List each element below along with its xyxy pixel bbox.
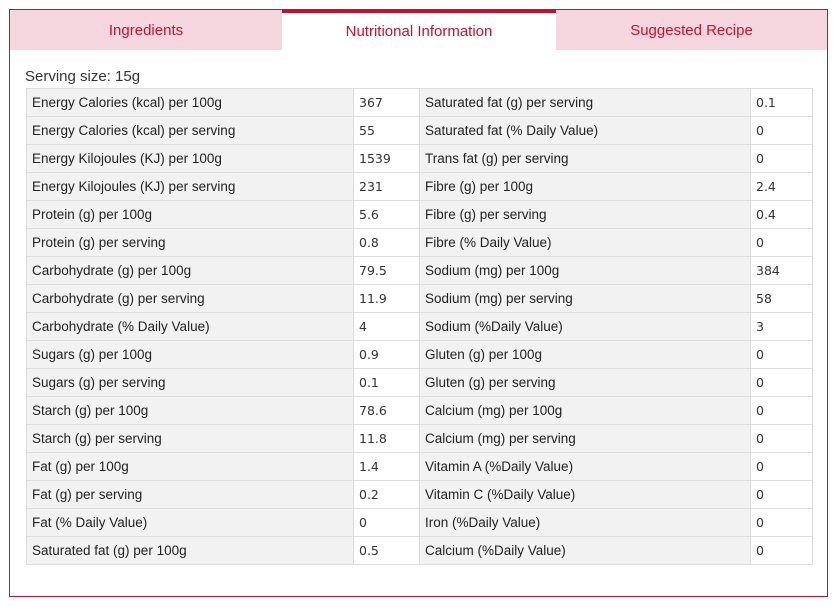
nutrient-label: Fat (g) per 100g [27,453,354,481]
table-row [27,285,813,313]
nutrient-value: 0 [354,509,420,537]
nutrient-label: Gluten (g) per 100g [420,341,751,369]
nutrient-value: 384 [751,257,813,285]
table-row [27,397,813,425]
tab-nutritional-information[interactable]: Nutritional Information [282,10,556,50]
nutrient-label: Energy Kilojoules (KJ) per 100g [27,145,354,173]
nutrient-value: 0.8 [354,229,420,257]
nutrient-value: 0.1 [354,369,420,397]
nutrient-label: Sodium (mg) per 100g [420,257,751,285]
nutrient-label: Vitamin C (%Daily Value) [420,481,751,509]
nutrient-label: Calcium (mg) per serving [420,425,751,453]
nutrient-label: Sodium (%Daily Value) [420,313,751,341]
nutrient-label: Calcium (%Daily Value) [420,537,751,565]
nutrient-label: Carbohydrate (g) per 100g [27,257,354,285]
nutrient-value: 0 [751,453,813,481]
nutrient-value: 367 [354,89,420,117]
nutrient-value: 55 [354,117,420,145]
table-row [27,509,813,537]
tab-ingredients[interactable]: Ingredients [10,10,282,50]
table-row [27,173,813,201]
table-row [27,145,813,173]
nutrient-value: 1.4 [354,453,420,481]
nutrient-label: Carbohydrate (g) per serving [27,285,354,313]
nutrient-value: 0.5 [354,537,420,565]
nutrient-label: Gluten (g) per serving [420,369,751,397]
nutrient-value: 0 [751,117,813,145]
nutrient-value: 78.6 [354,397,420,425]
nutrient-label: Sugars (g) per 100g [27,341,354,369]
nutrient-value: 0.2 [354,481,420,509]
nutrient-value: 0.1 [751,89,813,117]
nutrient-label: Protein (g) per 100g [27,201,354,229]
table-row [27,481,813,509]
nutrient-value: 231 [354,173,420,201]
nutrient-label: Fat (g) per serving [27,481,354,509]
nutrient-value: 1539 [354,145,420,173]
nutrient-value: 0.4 [751,201,813,229]
nutrient-label: Fibre (g) per 100g [420,173,751,201]
nutrient-value: 5.6 [354,201,420,229]
nutrient-label: Starch (g) per 100g [27,397,354,425]
nutrient-label: Energy Calories (kcal) per 100g [27,89,354,117]
nutrition-panel [9,9,828,597]
nutrient-value: 0 [751,481,813,509]
nutrient-label: Calcium (mg) per 100g [420,397,751,425]
nutrient-label: Saturated fat (% Daily Value) [420,117,751,145]
nutrient-value: 11.9 [354,285,420,313]
tab-bar [10,10,827,50]
nutrient-value: 0.9 [354,341,420,369]
table-row [27,313,813,341]
nutrient-label: Trans fat (g) per serving [420,145,751,173]
nutrient-label: Sugars (g) per serving [27,369,354,397]
nutrient-value: 58 [751,285,813,313]
nutrient-value: 0 [751,537,813,565]
nutrient-label: Fibre (% Daily Value) [420,229,751,257]
nutrient-label: Sodium (mg) per serving [420,285,751,313]
nutrient-value: 0 [751,397,813,425]
nutrient-label: Protein (g) per serving [27,229,354,257]
nutrient-value: 0 [751,369,813,397]
nutrient-label: Vitamin A (%Daily Value) [420,453,751,481]
table-row [27,89,813,117]
nutrient-value: 4 [354,313,420,341]
nutrient-label: Energy Calories (kcal) per serving [27,117,354,145]
table-row [27,537,813,565]
serving-size: Serving size: 15g [25,68,141,85]
nutrient-value: 0 [751,229,813,257]
table-row [27,425,813,453]
nutrient-value: 0 [751,509,813,537]
nutrient-value: 0 [751,145,813,173]
table-row [27,229,813,257]
nutrient-value: 11.8 [354,425,420,453]
nutrient-value: 3 [751,313,813,341]
table-row [27,117,813,145]
nutrient-label: Saturated fat (g) per 100g [27,537,354,565]
nutrient-label: Saturated fat (g) per serving [420,89,751,117]
nutrition-table-body [27,89,813,565]
nutrient-value: 79.5 [354,257,420,285]
nutrient-label: Energy Kilojoules (KJ) per serving [27,173,354,201]
nutrient-label: Carbohydrate (% Daily Value) [27,313,354,341]
table-row [27,201,813,229]
nutrient-label: Fat (% Daily Value) [27,509,354,537]
tab-suggested-recipe[interactable]: Suggested Recipe [556,10,827,50]
nutrient-value: 0 [751,341,813,369]
table-row [27,453,813,481]
table-row [27,369,813,397]
nutrient-label: Fibre (g) per serving [420,201,751,229]
nutrient-value: 0 [751,425,813,453]
nutrition-table [26,88,813,565]
nutrient-label: Iron (%Daily Value) [420,509,751,537]
table-row [27,257,813,285]
nutrient-value: 2.4 [751,173,813,201]
table-row [27,341,813,369]
nutrient-label: Starch (g) per serving [27,425,354,453]
